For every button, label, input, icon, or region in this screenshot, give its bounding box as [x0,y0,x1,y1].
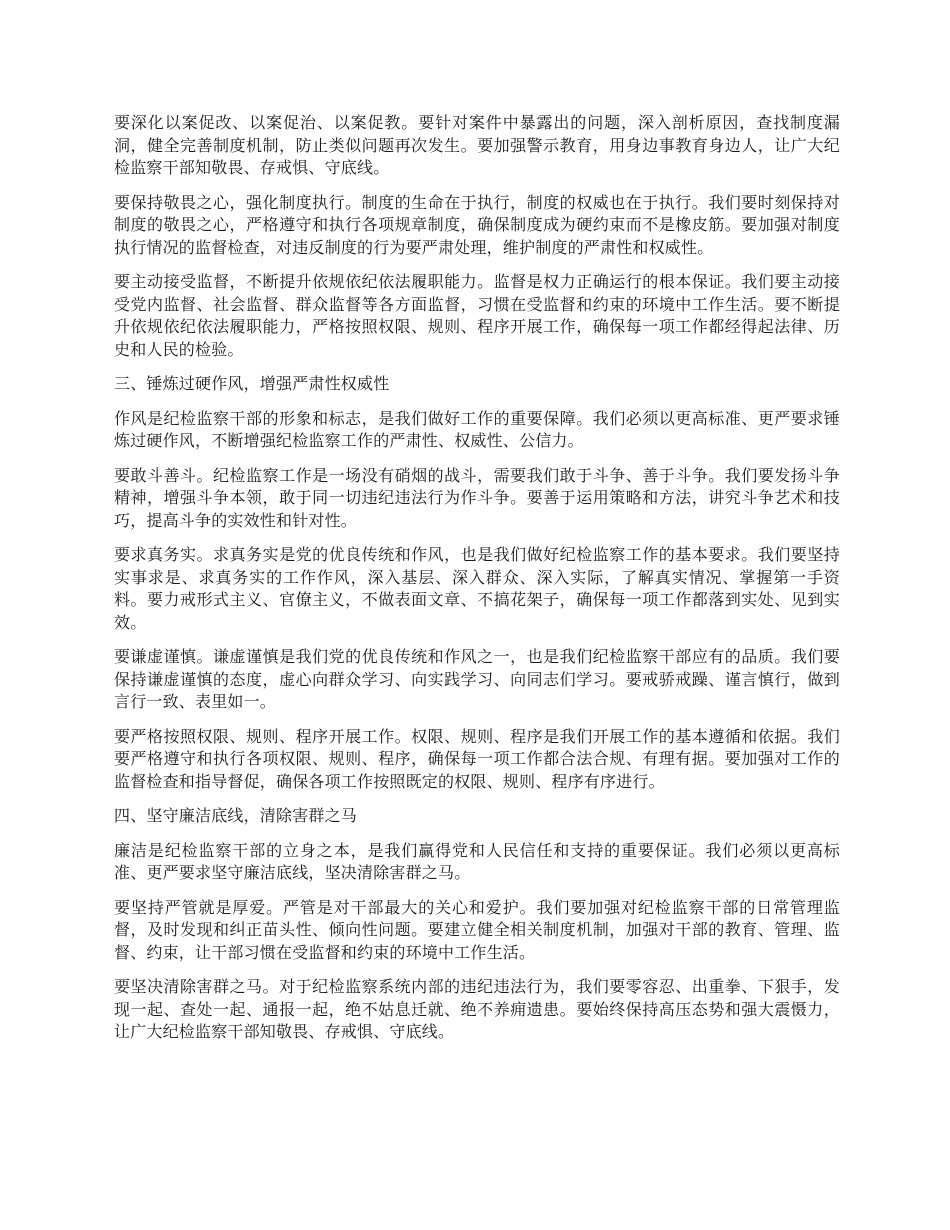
paragraph-accept-supervision: 要主动接受监督，不断提升依规依纪依法履职能力。监督是权力正确运行的根本保证。我们要主动接受党内监督、社会监督、群众监督等各方面监督，习惯在受监督和约束的环境中工作生活。要不断提升依规依纪依法履职能力，严格按照权限、规则、程序开展工作，确保每一项工作都经得起法律、历史和人民的检验。 [114,272,840,359]
section-heading-4: 四、坚守廉洁底线，清除害群之马 [114,806,358,825]
paragraph-authority-rules: 要严格按照权限、规则、程序开展工作。权限、规则、程序是我们开展工作的基本遵循和依据。我们要严格遵守和执行各项权限、规则、程序，确保每一项工作都合法合规、有理有据。要加强对工作的监督检查和指导督促，确保各项工作按照既定的权限、规则、程序有序进行。 [114,726,840,791]
paragraph-remove-bad-elements: 要坚决清除害群之马。对于纪检监察系统内部的违纪违法行为，我们要零容忍、出重拳、下狠手，发现一起、查处一起、通报一起，绝不姑息迁就、绝不养痈遗患。要始终保持高压态势和强大震慑力，让广大纪检监察干部知敬畏、存戒惧、守底线。 [114,977,840,1041]
paragraph-dare-to-fight: 要敢斗善斗。纪检监察工作是一场没有硝烟的战斗，需要我们敢于斗争、善于斗争。我们要发扬斗争精神，增强斗争本领，敢于同一切违纪违法行为作斗争。要善于运用策略和方法，讲究斗争艺术和技巧，提高斗争的实效性和针对性。 [114,465,840,530]
section-heading-3: 三、锤炼过硬作风，增强严肃性权威性 [114,374,390,393]
paragraph-work-style-intro: 作风是纪检监察干部的形象和标志，是我们做好工作的重要保障。我们必须以更高标准、更严要求锤炼过硬作风，不断增强纪检监察工作的严肃性、权威性、公信力。 [114,408,840,450]
document-body [114,112,840,1056]
paragraph-integrity-intro: 廉洁是纪检监察干部的立身之本，是我们赢得党和人民信任和支持的重要保证。我们必须以更高标准、更严要求坚守廉洁底线，坚决清除害群之马。 [114,840,840,882]
paragraph-modesty: 要谦虚谨慎。谦虚谨慎是我们党的优良传统和作风之一，也是我们纪检监察干部应有的品质。我们要保持谦虚谨慎的态度，虚心向群众学习、向实践学习、向同志们学习。要戒骄戒躁、谨言慎行，做到言行一致、表里如一。 [114,647,840,711]
paragraph-system-execution: 要保持敬畏之心，强化制度执行。制度的生命在于执行，制度的权威也在于执行。我们要时刻保持对制度的敬畏之心，严格遵守和执行各项规章制度，确保制度成为硬约束而不是橡皮筋。要加强对制度执行情况的监督检查，对违反制度的行为要严肃处理，维护制度的严肃性和权威性。 [114,192,840,257]
paragraph-seek-truth: 要求真务实。求真务实是党的优良传统和作风，也是我们做好纪检监察工作的基本要求。我们要坚持实事求是、求真务实的工作作风，深入基层、深入群众、深入实际，了解真实情况、掌握第一手资料。要力戒形式主义、官僚主义，不做表面文章、不搞花架子，确保每一项工作都落到实处、见到实效。 [114,545,840,632]
paragraph-strict-management: 要坚持严管就是厚爱。严管是对干部最大的关心和爱护。我们要加强对纪检监察干部的日常管理监督，及时发现和纠正苗头性、倾向性问题。要建立健全相关制度机制，加强对干部的教育、管理、监督、约束，让干部习惯在受监督和约束的环境中工作生活。 [114,897,840,962]
paragraph-case-reform: 要深化以案促改、以案促治、以案促教。要针对案件中暴露出的问题，深入剖析原因，查找制度漏洞，健全完善制度机制，防止类似问题再次发生。要加强警示教育，用身边事教育身边人，让广大纪检监察干部知敬畏、存戒惧、守底线。 [114,113,840,177]
